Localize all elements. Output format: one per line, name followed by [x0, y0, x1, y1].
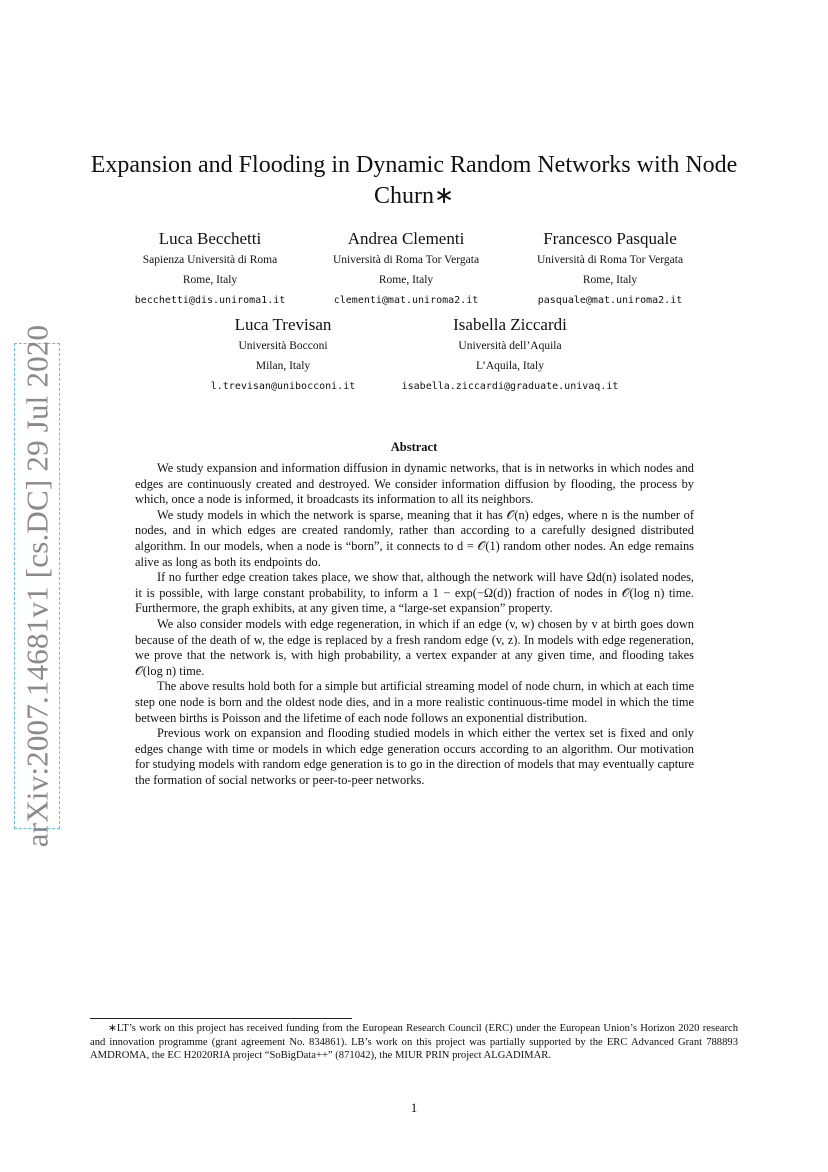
abstract-paragraph: We also consider models with edge regeneration, in which if an edge (v, w) chosen by v at birth goes down because of the death of w, the edge is replaced by a fresh random edge (v, z). In models with edge regeneration, we prove that the network is, with high probability, a vertex expander at any given time, and flooding takes 𝒪(log n) time. [135, 616, 694, 678]
author-affiliation: Università dell’Aquila [458, 340, 562, 352]
author-name: Isabella Ziccardi [453, 315, 567, 334]
author-block [135, 229, 286, 311]
author-name: Francesco Pasquale [543, 229, 677, 248]
abstract-paragraph: Previous work on expansion and flooding studied models in which either the vertex set is fixed and only edges change with time or models in which edge generation occurs according to an algorithm. Our motivation for studying models with random edge generation is to go in the direction of models that may eventually capture the formation of social networks or peer-to-peer networks. [135, 726, 694, 787]
author-name: Luca Trevisan [234, 315, 332, 334]
arxiv-identifier: arXiv:2007.14681v1 [cs.DC] 29 Jul 2020 [19, 324, 55, 848]
author-block [211, 315, 356, 397]
author-location: Milan, Italy [255, 360, 311, 372]
author-location: Rome, Italy [182, 274, 238, 286]
author-affiliation: Università Bocconi [238, 340, 328, 352]
author-location: Rome, Italy [378, 274, 434, 286]
abstract-paragraph: If no further edge creation takes place, we show that, although the network will have Ωd(n) isolated nodes, it is possible, with large constant probability, to inform a 1 − exp(−Ω(d)) fraction of nodes in 𝒪(log n) time. Furthermore, the graph exhibits, at any given time, a “large-set expansion” property. [135, 570, 694, 616]
abstract-paragraph: We study models in which the network is sparse, meaning that it has 𝒪(n) edges, where n is the number of nodes, and in which edges are created randomly, rather than according to a carefully designed distributed algorithm. In our models, when a node is “born”, it connects to d = 𝒪(1) random other nodes. An edge remains alive as long as both its endpoints do. [135, 507, 694, 569]
author-name: Luca Becchetti [158, 229, 262, 248]
author-email[interactable]: l.trevisan@unibocconi.it [210, 381, 356, 392]
author-email[interactable]: pasquale@mat.uniroma2.it [537, 295, 683, 306]
author-location: L’Aquila, Italy [476, 360, 544, 372]
author-block [537, 229, 683, 311]
author-block [402, 315, 619, 397]
funding-footnote: ∗LT’s work on this project has received funding from the European Research Council (ERC) under the European Union’s Horizon 2020 research and innovation programme (grant agreement No. 834861). LB’s work on this project was partially supported by the ERC Advanced Grant 788893 AMDROMA, the EC H2020RIA project “SoBigData++” (871042), the MIUR PRIN project ALGADIMAR. [90, 1023, 738, 1062]
author-affiliation: Università di Roma Tor Vergata [536, 254, 684, 266]
abstract-paragraph: The above results hold both for a simple but artificial streaming model of node churn, in which at each time step one node is born and the oldest node dies, and in a more realistic continuous-time model in which the time between births is Poisson and the lifetime of each node follows an exponential distribution. [135, 679, 694, 725]
abstract-body [135, 461, 694, 788]
page-number: 1 [410, 1100, 418, 1115]
abstract-heading: Abstract [390, 440, 438, 454]
paper-title: Expansion and Flooding in Dynamic Random Networks with Node Churn∗ [90, 152, 738, 209]
author-location: Rome, Italy [582, 274, 638, 286]
author-affiliation: Sapienza Università di Roma [142, 254, 278, 266]
author-affiliation: Università di Roma Tor Vergata [332, 254, 480, 266]
arxiv-stamp [14, 324, 60, 848]
author-email[interactable]: isabella.ziccardi@graduate.univaq.it [401, 381, 619, 392]
author-name: Andrea Clementi [347, 229, 465, 248]
author-block [333, 229, 479, 311]
footnote-divider [90, 1018, 352, 1019]
author-email[interactable]: clementi@mat.uniroma2.it [333, 295, 479, 306]
abstract-paragraph: We study expansion and information diffusion in dynamic networks, that is in networks in which nodes and edges are continuously created and destroyed. We consider information diffusion by flooding, the process by which, once a node is informed, it broadcasts its information to all its neighbors. [135, 461, 694, 507]
author-email[interactable]: becchetti@dis.uniroma1.it [134, 295, 286, 306]
